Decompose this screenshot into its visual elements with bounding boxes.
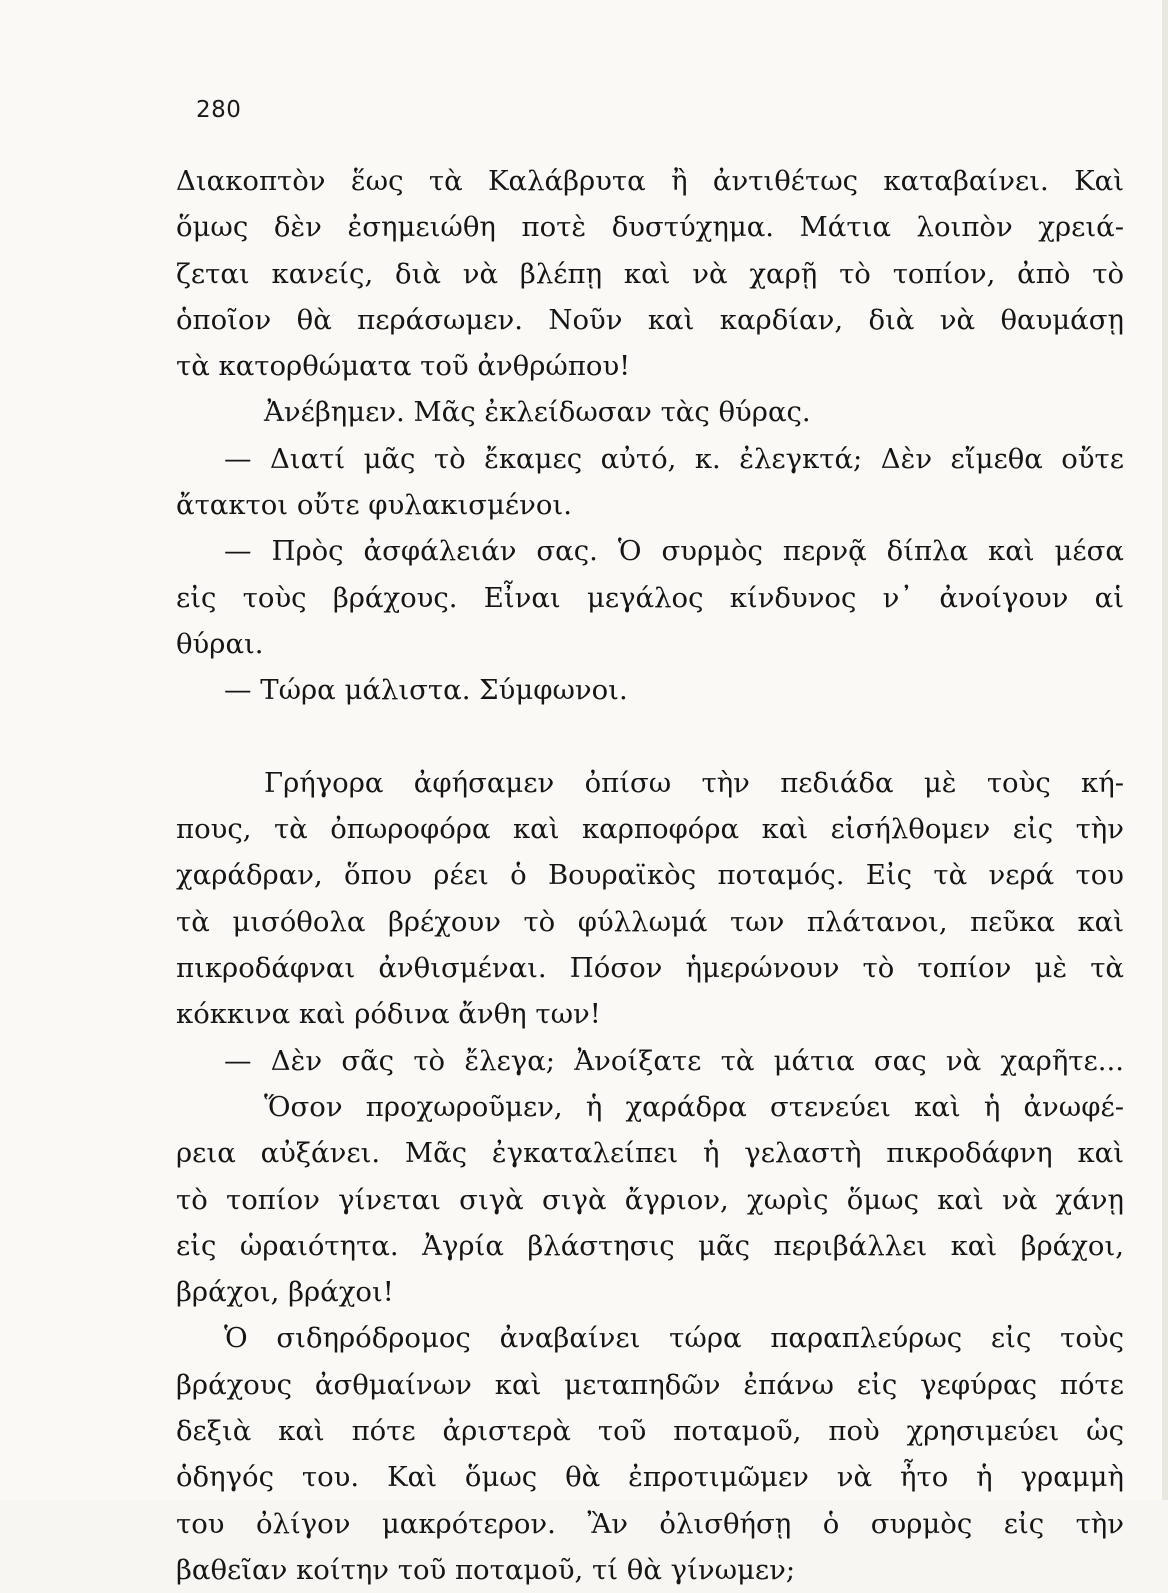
text-line: χαράδραν, ὅπου ρέει ὁ Βουραϊκὸς ποταμός. Εἰς τὰ νερά του [176, 859, 1124, 892]
text-line: κόκκινα καὶ ρόδινα ἄνθη των! [176, 998, 601, 1031]
text-line: ζεται κανείς, διὰ νὰ βλέπῃ καὶ νὰ χαρῇ τὸ τοπίον, ἀπὸ τὸ [176, 257, 1124, 290]
body-text [176, 158, 1124, 1593]
page-edge [1162, 0, 1168, 1500]
text-line: θύραι. [176, 627, 264, 660]
text-line: τὰ κατορθώματα τοῦ ἀνθρώπου! [176, 350, 631, 383]
text-line: Διακοπτὸν ἕως τὰ Καλάβρυτα ἢ ἀντιθέτως καταβαίνει. Καὶ [176, 165, 1124, 197]
text-line: του ὀλίγον μακρότερον. Ἂν ὀλισθήσῃ ὁ συρμὸς εἰς τὴν [176, 1507, 1124, 1540]
text-line: ἄτακτοι οὔτε φυλακισμένοι. [176, 489, 572, 522]
text-line: τὰ μισόθολα βρέχουν τὸ φύλλωμά των πλάτανοι, πεῦκα καὶ [176, 905, 1124, 938]
text-line: — Πρὸς ἀσφάλειάν σας. Ὁ συρμὸς περνᾷ δίπλα καὶ μέσα [224, 535, 1124, 568]
text-line: — Τώρα μάλιστα. Σύμφωνοι. [224, 674, 628, 707]
text-line: βαθεῖαν κοίτην τοῦ ποταμοῦ, τί θὰ γίνωμεν; [176, 1553, 796, 1586]
text-line: ὁποῖον θὰ περάσωμεν. Νοῦν καὶ καρδίαν, διὰ νὰ θαυμάσῃ [176, 303, 1124, 336]
text-line: — Διατί μᾶς τὸ ἔκαμες αὐτό, κ. ἐλεγκτά; Δὲν εἴμεθα οὔτε [224, 442, 1124, 475]
text-line: Γρήγορα ἀφήσαμεν ὀπίσω τὴν πεδιάδα μὲ τοὺς κή- [264, 766, 1124, 799]
text-line: ρεια αὐξάνει. Μᾶς ἐγκαταλείπει ἡ γελαστὴ πικροδάφνη καὶ [176, 1137, 1124, 1170]
text-line: βράχοι, βράχοι! [176, 1276, 394, 1309]
paragraph-gap [176, 714, 1124, 760]
text-line: Ὁ σιδηρόδρομος ἀναβαίνει τώρα παραπλεύρως εἰς τοὺς [224, 1322, 1124, 1355]
page-number: 280 [196, 97, 242, 123]
text-line: Ἀνέβημεν. Μᾶς ἐκλείδωσαν τὰς θύρας. [264, 396, 811, 429]
text-line: τὸ τοπίον γίνεται σιγὰ σιγὰ ἄγριον, χωρὶς ὅμως καὶ νὰ χάνῃ [176, 1183, 1124, 1216]
text-line: — Δὲν σᾶς τὸ ἔλεγα; Ἀνοίξατε τὰ μάτια σας νὰ χαρῆτε... [224, 1044, 1124, 1077]
text-line: εἰς τοὺς βράχους. Εἶναι μεγάλος κίνδυνος ν᾽ ἀνοίγουν αἱ [176, 581, 1124, 614]
text-line: βράχους ἀσθμαίνων καὶ μεταπηδῶν ἐπάνω εἰς γεφύρας πότε [176, 1368, 1124, 1401]
text-line: δεξιὰ καὶ πότε ἀριστερὰ τοῦ ποταμοῦ, ποὺ χρησιμεύει ὡς [176, 1415, 1124, 1448]
text-line: εἰς ὡραιότητα. Ἀγρία βλάστησις μᾶς περιβάλλει καὶ βράχοι, [176, 1229, 1124, 1262]
text-line: πικροδάφναι ἀνθισμέναι. Πόσον ἡμερώνουν τὸ τοπίον μὲ τὰ [176, 952, 1124, 985]
text-line: Ὅσον προχωροῦμεν, ἡ χαράδρα στενεύει καὶ ἡ ἀνωφέ- [264, 1090, 1124, 1123]
text-line: ὁδηγός του. Καὶ ὅμως θὰ ἐπροτιμῶμεν νὰ ἦτο ἡ γραμμὴ [176, 1461, 1124, 1494]
text-line: πους, τὰ ὀπωροφόρα καὶ καρποφόρα καὶ εἰσήλθομεν εἰς τὴν [176, 813, 1124, 846]
text-line: ὅμως δὲν ἐσημειώθη ποτὲ δυστύχημα. Μάτια λοιπὸν χρειά- [176, 211, 1124, 244]
